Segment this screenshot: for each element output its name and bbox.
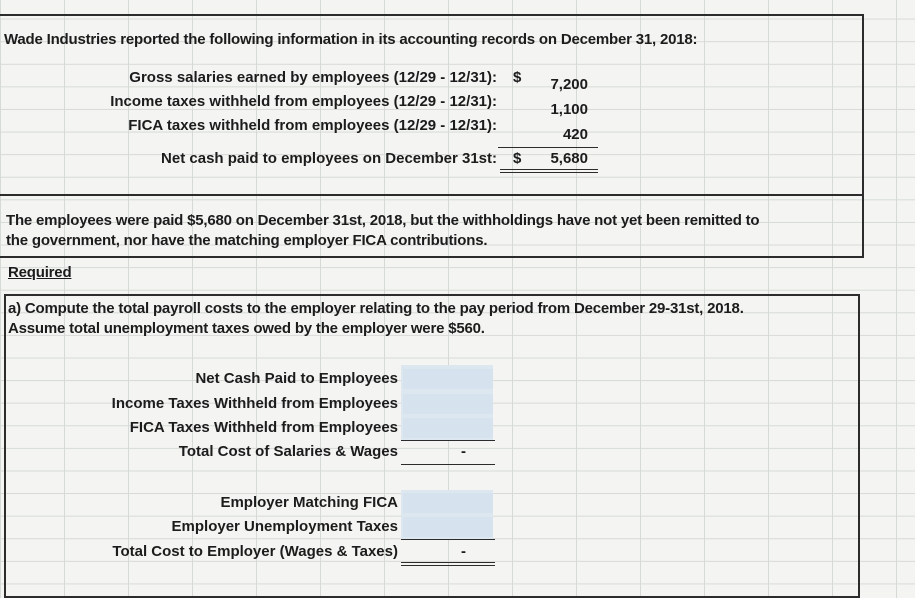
record-dollar-net-cash: $ — [513, 150, 522, 167]
total-salaries-underline — [401, 464, 495, 465]
answer-label-matching-fica: Employer Matching FICA — [220, 494, 398, 511]
record-label-income-tax: Income taxes withheld from employees (12/29 - 12/31): — [110, 93, 497, 110]
answer-label-total-cost: Total Cost to Employer (Wages & Taxes) — [112, 543, 398, 560]
answer-value-total-cost[interactable]: - — [461, 543, 466, 560]
answer-label-net-cash: Net Cash Paid to Employees — [195, 370, 398, 387]
intro-heading: Wade Industries reported the following information in its accounting records on December 31, 2018: — [4, 31, 698, 48]
record-dollar-gross: $ — [513, 69, 522, 86]
answer-input-matching-fica[interactable] — [403, 493, 493, 513]
answer-input-unemployment[interactable] — [403, 517, 493, 537]
answer-input-income-tax[interactable] — [403, 394, 493, 414]
record-double-underline — [500, 169, 598, 173]
unemployment-underline — [401, 539, 495, 540]
record-value-income-tax[interactable]: 1,100 — [550, 101, 588, 118]
note-line1: The employees were paid $5,680 on December 31st, 2018, but the withholdings have not yet been remitted to — [6, 212, 760, 229]
answer-label-unemployment: Employer Unemployment Taxes — [171, 518, 398, 535]
answer-label-total-salaries: Total Cost of Salaries & Wages — [178, 443, 398, 460]
answer-value-total-salaries[interactable]: - — [461, 443, 466, 460]
record-label-fica: FICA taxes withheld from employees (12/29 - 12/31): — [128, 117, 497, 134]
question-line1: a) Compute the total payroll costs to the employer relating to the pay period from December 29-31st, 2018. — [8, 300, 744, 317]
answer-input-net-cash[interactable] — [403, 369, 493, 389]
total-cost-double-underline — [401, 562, 495, 566]
record-label-gross: Gross salaries earned by employees (12/29 - 12/31): — [129, 69, 497, 86]
record-underline — [498, 147, 598, 148]
answer-label-income-tax: Income Taxes Withheld from Employees — [111, 395, 398, 412]
record-value-fica[interactable]: 420 — [562, 126, 588, 143]
record-label-net-cash: Net cash paid to employees on December 31st: — [161, 150, 497, 167]
answer-input-fica[interactable] — [403, 418, 493, 438]
record-value-gross[interactable]: 7,200 — [550, 76, 588, 93]
note-line2: the government, nor have the matching employer FICA contributions. — [6, 232, 488, 249]
required-heading: Required — [8, 264, 72, 281]
answer-label-fica: FICA Taxes Withheld from Employees — [129, 419, 398, 436]
question-line2: Assume total unemployment taxes owed by the employer were $560. — [8, 320, 485, 337]
record-value-net-cash[interactable]: 5,680 — [550, 150, 588, 167]
fica-underline — [401, 440, 495, 441]
